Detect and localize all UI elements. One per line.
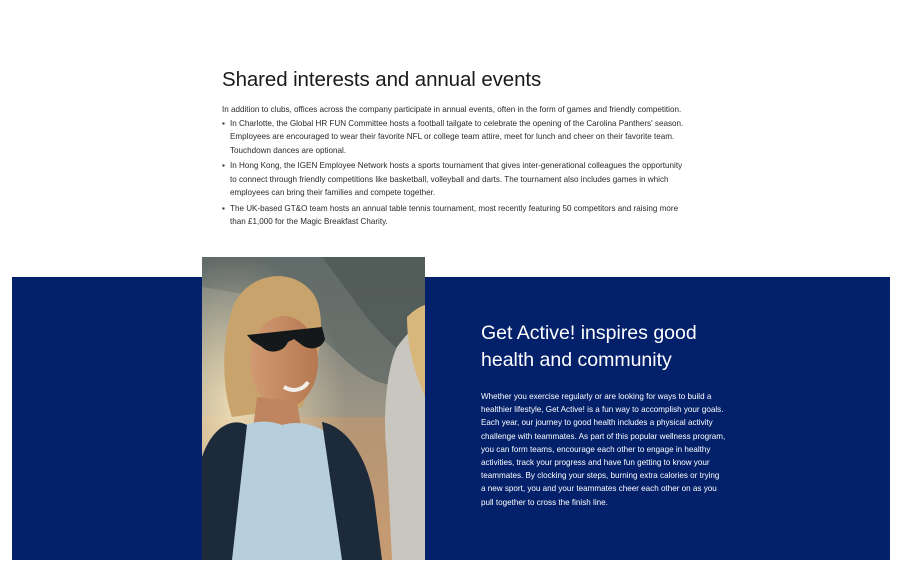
shared-interests-section — [222, 66, 687, 231]
intro-text: In addition to clubs, offices across the company participate in annual events, often in the form of games and friendly competition. — [222, 105, 682, 114]
bullet-icon: ▪ — [222, 161, 225, 170]
list-item-text: The UK-based GT&O team hosts an annual table tennis tournament, most recently featuring 50 competitors and raising more than £1,000 for the Magic Breakfast Charity. — [230, 203, 679, 226]
list-item — [222, 117, 687, 158]
section-title: Get Active! inspires good health and community — [481, 322, 697, 371]
feature-band — [12, 277, 890, 560]
bullet-icon: ▪ — [222, 203, 225, 213]
section-body: Whether you exercise regularly or are looking for ways to build a healthier lifestyle, Get Active! is a fun way to accomplish your goals. Each year, our journey to good health includes a physical activity challenge with teammates. As part of this popular wellness program, you can form teams, encourage each other to engage in healthy activities, track your progress and have fun getting to know your teammates. By clocking your steps, burning extra calories or trying a new sport, you and your teammates cheer each other on as you pull together to cross the finish line. — [481, 392, 726, 507]
events-list — [222, 117, 687, 229]
list-item — [222, 159, 687, 200]
list-item-text: In Charlotte, the Global HR FUN Committee hosts a football tailgate to celebrate the opening of the Carolina Panthers' season. Employees are encouraged to wear their favorite NFL or college team attire, meet for lunch and cheer on their favorite team. Touchdown dances are optional. — [230, 118, 684, 155]
section-title: Shared interests and annual events — [222, 68, 542, 91]
get-active-section — [481, 320, 726, 509]
bullet-icon: ▪ — [222, 118, 225, 128]
list-item-text: In Hong Kong, the IGEN Employee Network hosts a sports tournament that gives inter-generational colleagues the opportunity to connect through friendly competitions like basketball, volleyball and darts. The tournament also includes games in which employees can bring their families and compete together. — [230, 161, 683, 197]
list-item — [222, 202, 687, 229]
hiker-photo — [202, 257, 425, 560]
